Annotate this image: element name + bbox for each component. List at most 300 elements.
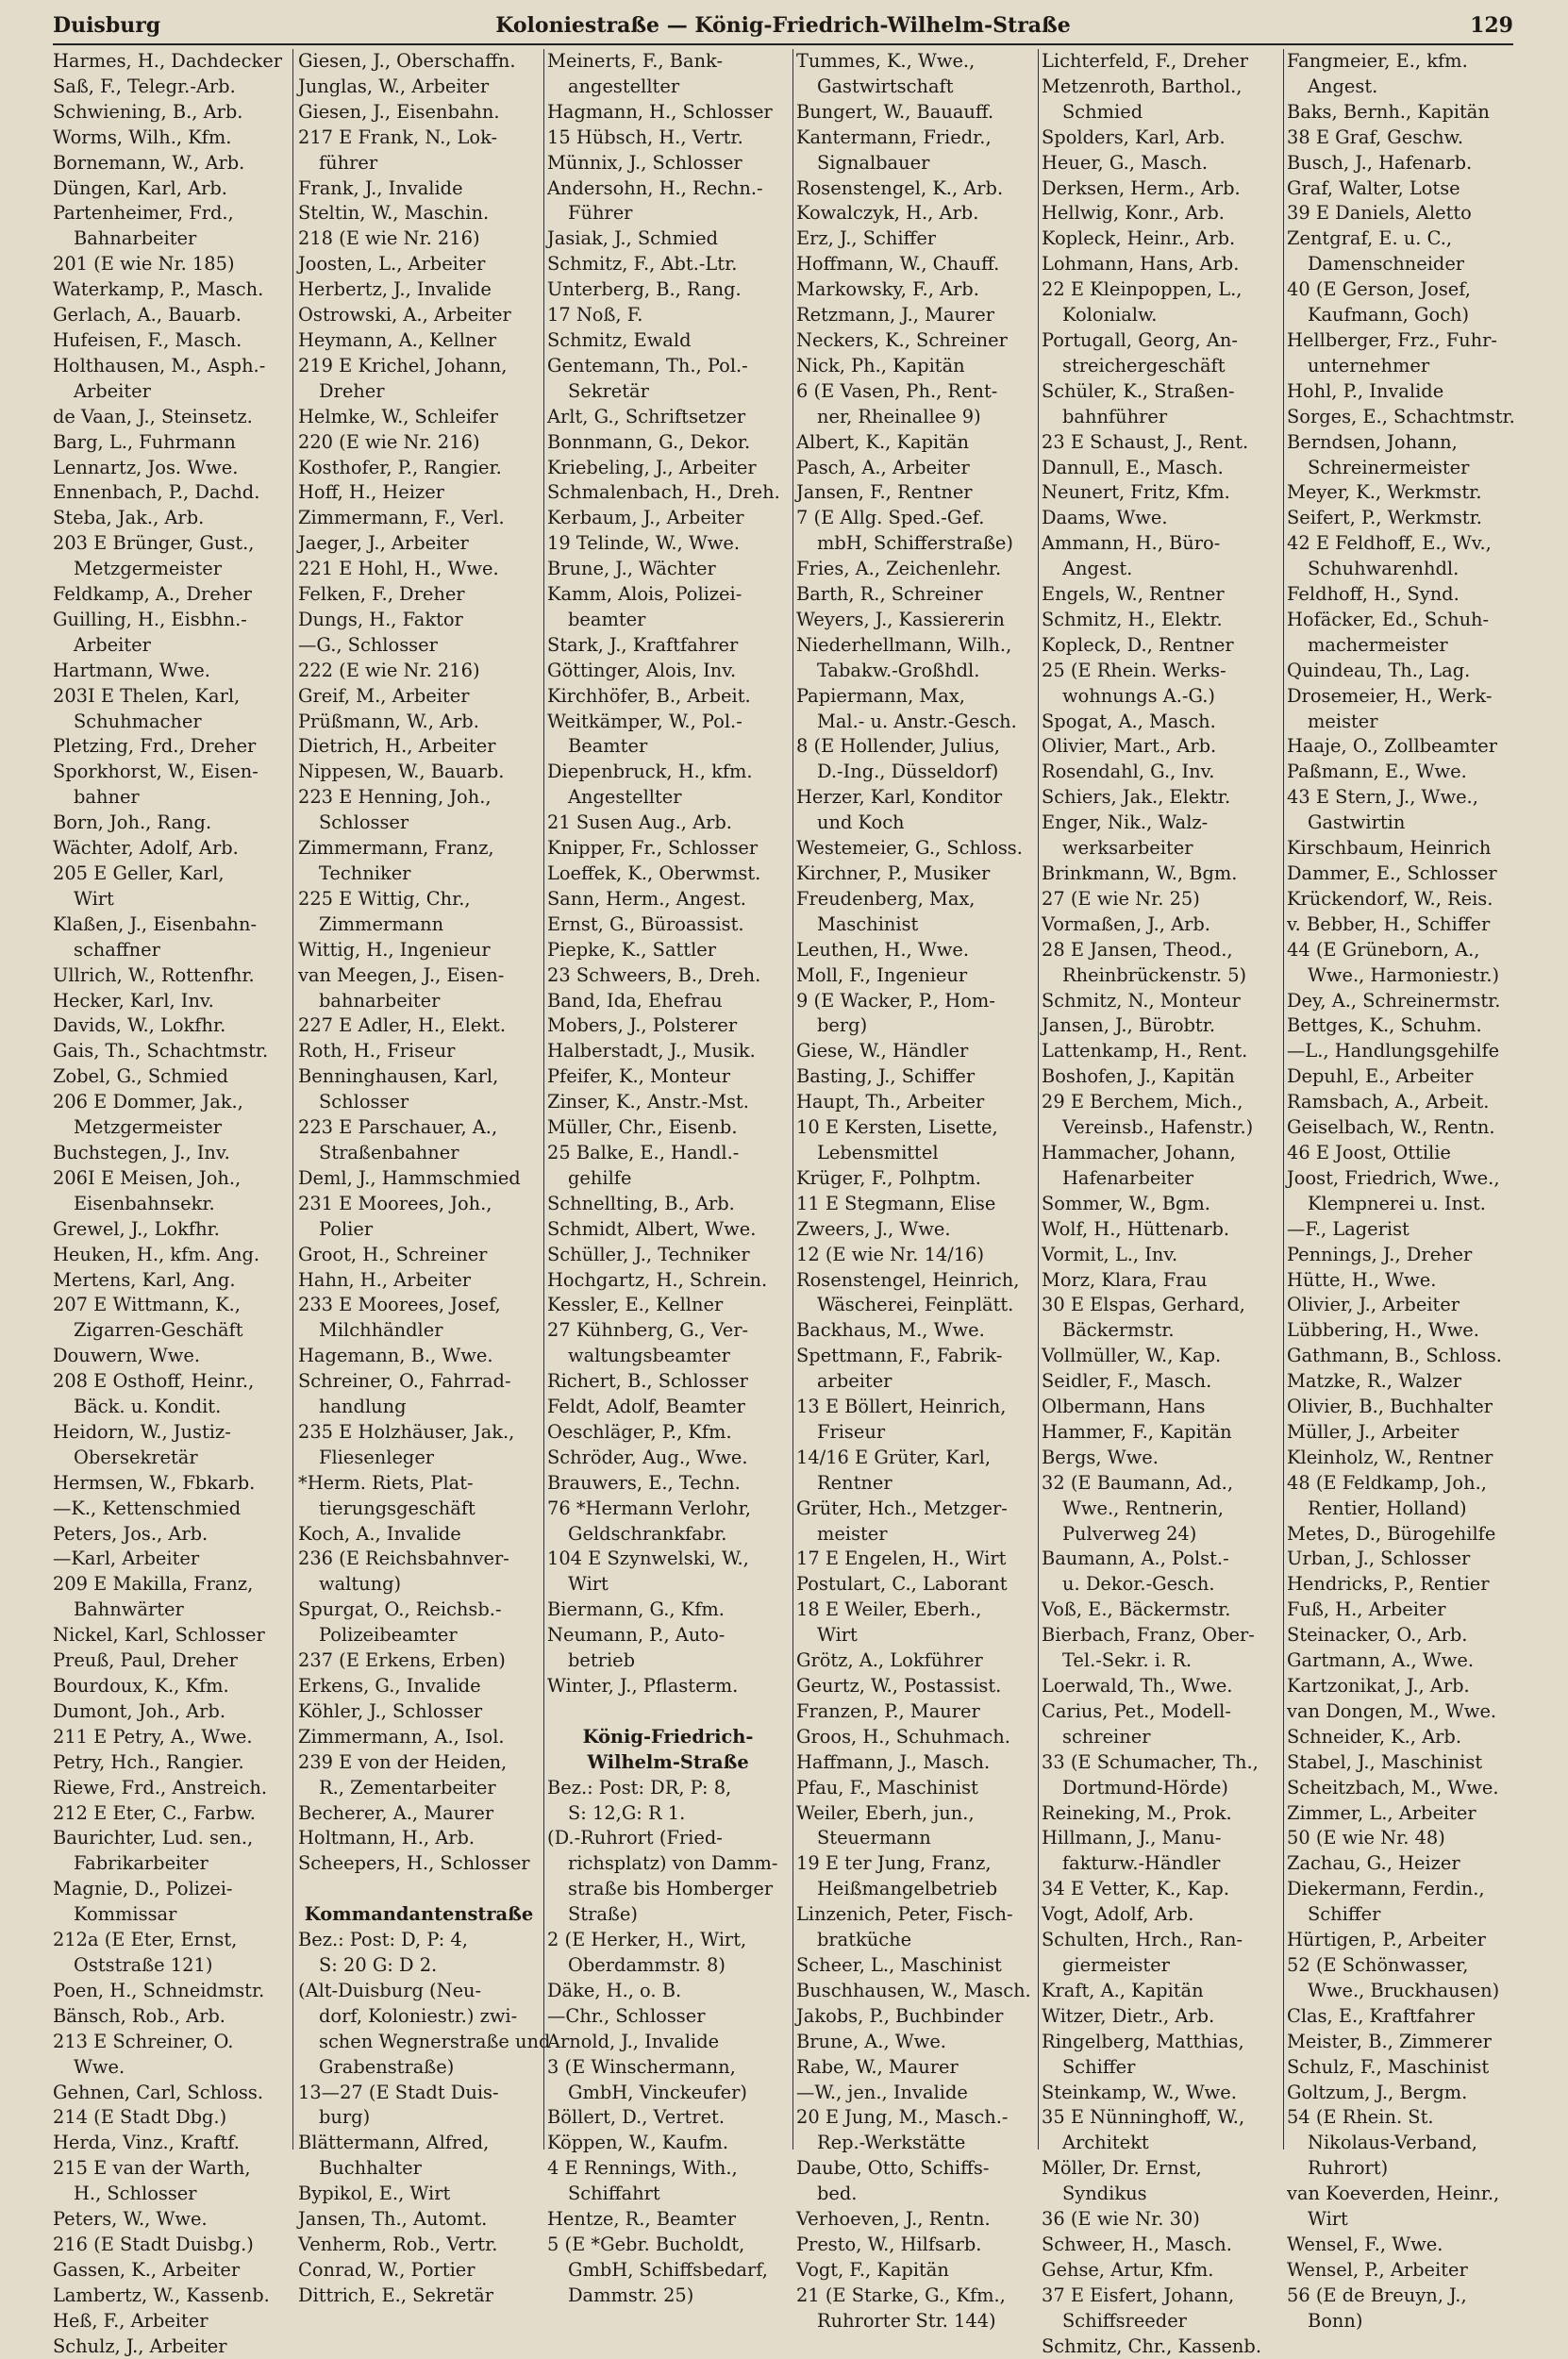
directory-entry: Hentze, R., Beamter	[547, 2208, 736, 2231]
street-heading: Wilhelm-Straße	[587, 1750, 749, 1773]
directory-entry: Petry, Hch., Rangier.	[53, 1750, 244, 1773]
entry-continuation: dorf, Koloniestr.) zwi-	[319, 2004, 518, 2027]
entry-continuation: Fliesenleger	[319, 1446, 435, 1468]
directory-entry: Hillmann, J., Manu-	[1042, 1827, 1222, 1849]
directory-entry: Weitkämper, W., Pol.-	[547, 710, 742, 732]
directory-entry: 212a (E Eter, Ernst,	[53, 1929, 238, 1951]
column-divider	[292, 49, 293, 2150]
directory-entry: 213 E Schreiner, O.	[53, 2030, 234, 2052]
directory-entry: Böllert, D., Vertret.	[547, 2106, 725, 2129]
directory-entry: 203I E Thelen, Karl,	[53, 684, 241, 707]
directory-entry: Peters, W., Wwe.	[53, 2208, 208, 2231]
directory-entry: Papiermann, Max,	[796, 684, 965, 707]
directory-entry: Bornemann, W., Arb.	[53, 151, 245, 174]
directory-entry: 10 E Kersten, Lisette,	[796, 1116, 998, 1139]
entry-continuation: Bäckermstr.	[1062, 1319, 1175, 1342]
directory-entry: Jansen, F., Rentner	[796, 481, 973, 504]
directory-entry: Andersohn, H., Rechn.-	[547, 176, 763, 199]
directory-entry: Erz, J., Schiffer	[796, 227, 937, 250]
directory-entry: Kessler, E., Kellner	[547, 1294, 724, 1316]
directory-entry: Poen, H., Schneidmstr.	[53, 1979, 265, 2001]
entry-continuation: Architekt	[1062, 2132, 1149, 2154]
directory-entry: Niederhellmann, Wilh.,	[796, 633, 1012, 656]
directory-entry: Presto, W., Hilfsarb.	[796, 2233, 982, 2255]
directory-entry: Hofäcker, Ed., Schuh-	[1287, 608, 1490, 630]
entry-continuation: waltungsbeamter	[568, 1345, 730, 1367]
entry-continuation: ner, Rheinallee 9)	[817, 405, 981, 427]
entry-continuation: Ruhrort)	[1308, 2157, 1389, 2180]
directory-entry: van Dongen, M., Wwe.	[1287, 1699, 1497, 1722]
directory-entry: Steinacker, O., Arb.	[1287, 1624, 1468, 1647]
directory-entry: van Meegen, J., Eisen-	[298, 963, 505, 986]
entry-continuation: Vereinsb., Hafenstr.)	[1062, 1116, 1254, 1139]
directory-entry: Linzenich, Peter, Fisch-	[796, 1903, 1013, 1926]
directory-entry: Metes, D., Bürogehilfe	[1287, 1522, 1496, 1545]
directory-entry: 33 (E Schumacher, Th.,	[1042, 1750, 1259, 1773]
directory-entry: —Karl, Arbeiter	[53, 1548, 200, 1570]
directory-entry: Postulart, C., Laborant	[796, 1573, 1008, 1596]
directory-entry: Reineking, M., Prok.	[1042, 1801, 1232, 1824]
directory-entry: Bergs, Wwe.	[1042, 1446, 1159, 1468]
directory-entry: Köhler, J., Schlosser	[298, 1699, 483, 1722]
entry-continuation: Dreher	[319, 379, 385, 402]
entry-continuation: Rep.-Werkstätte	[817, 2132, 966, 2154]
directory-entry: Pasch, A., Arbeiter	[796, 456, 970, 478]
directory-entry: 54 (E Rhein. St.	[1287, 2106, 1434, 2129]
directory-entry: Brinkmann, W., Bgm.	[1042, 862, 1238, 884]
directory-entry: Gentemann, Th., Pol.-	[547, 354, 748, 376]
directory-entry: Däke, H., o. B.	[547, 1979, 682, 2001]
directory-entry: Giesen, J., Eisenbahn.	[298, 100, 500, 123]
directory-entry: Tummes, K., Wwe.,	[796, 50, 976, 72]
column-2	[298, 49, 551, 2306]
directory-entry: Freudenberg, Max,	[796, 887, 976, 910]
street-heading: König-Friedrich-	[582, 1725, 754, 1748]
directory-entry: Holtmann, H., Arb.	[298, 1827, 475, 1849]
directory-entry: Baumann, A., Polst.-	[1042, 1548, 1229, 1570]
entry-continuation: GmbH, Vinckeufer)	[568, 2081, 747, 2103]
directory-entry: Grötz, A., Lokführer	[796, 1649, 983, 1672]
directory-entry: 227 E Adler, H., Elekt.	[298, 1014, 506, 1037]
directory-entry: Neumann, P., Auto-	[547, 1624, 726, 1647]
street-heading: Kommandantenstraße	[304, 1903, 534, 1926]
directory-entry: Engels, W., Rentner	[1042, 583, 1225, 606]
entry-continuation: Steuermann	[817, 1827, 931, 1849]
directory-entry: Arlt, G., Schriftsetzer	[547, 405, 746, 427]
directory-entry: Barth, R., Schreiner	[796, 583, 983, 606]
directory-entry: Schulz, F., Maschinist	[1287, 2055, 1490, 2078]
entry-continuation: S: 20 G: D 2.	[319, 1953, 438, 1976]
header-streets: Koloniestraße — König-Friedrich-Wilhelm-Straße	[495, 13, 1071, 38]
directory-entry: Müller, Chr., Eisenb.	[547, 1116, 738, 1139]
directory-entry: 27 Kühnberg, G., Ver-	[547, 1319, 749, 1342]
entry-continuation: beamter	[568, 608, 646, 630]
directory-entry: Dungs, H., Faktor	[298, 608, 463, 630]
directory-entry: Davids, W., Lokfhr.	[53, 1014, 226, 1037]
directory-entry: Basting, J., Schiffer	[796, 1065, 976, 1088]
directory-entry: 221 E Hohl, H., Wwe.	[298, 558, 499, 580]
directory-entry: —K., Kettenschmied	[53, 1497, 242, 1519]
directory-entry: 36 (E wie Nr. 30)	[1042, 2208, 1200, 2231]
directory-entry: 216 (E Stadt Duisbg.)	[53, 2233, 254, 2255]
directory-entry: Hochgartz, H., Schrein.	[547, 1268, 768, 1291]
directory-entry: 207 E Wittmann, K.,	[53, 1294, 241, 1316]
directory-entry: Diepenbruck, H., kfm.	[547, 761, 753, 783]
directory-entry: 219 E Krichel, Johann,	[298, 354, 508, 376]
directory-entry: Schmalenbach, H., Dreh.	[547, 481, 780, 504]
directory-entry: Schulz, J., Arbeiter	[53, 2334, 227, 2357]
directory-entry: 13—27 (E Stadt Duis-	[298, 2081, 499, 2103]
directory-entry: Nick, Ph., Kapitän	[796, 354, 965, 376]
directory-entry: Franzen, P., Maurer	[796, 1699, 980, 1722]
directory-entry: Scheepers, H., Schlosser	[298, 1852, 530, 1875]
entry-continuation: R., Zementarbeiter	[319, 1776, 496, 1799]
directory-entry: 30 E Elspas, Gerhard,	[1042, 1294, 1245, 1316]
directory-entry: Kartzonikat, J., Arb.	[1287, 1675, 1470, 1697]
directory-entry: Scheitzbach, M., Wwe.	[1287, 1776, 1499, 1799]
directory-entry: Drosemeier, H., Werk-	[1287, 684, 1493, 707]
directory-entry: Band, Ida, Ehefrau	[547, 989, 723, 1012]
entry-continuation: Bahnarbeiter	[74, 227, 197, 250]
directory-entry: Bettges, K., Schuhm.	[1287, 1014, 1482, 1037]
directory-entry: Deml, J., Hammschmied	[298, 1166, 521, 1189]
entry-continuation: Schiffsreeder	[1062, 2309, 1187, 2332]
directory-entry: Gehse, Artur, Kfm.	[1042, 2258, 1214, 2281]
directory-entry: Spettmann, F., Fabrik-	[796, 1345, 1003, 1367]
directory-entry: Steba, Jak., Arb.	[53, 507, 205, 529]
directory-entry: Fries, A., Zeichenlehr.	[796, 558, 1002, 580]
entry-continuation: Schiffahrt	[568, 2183, 660, 2205]
directory-entry: 42 E Feldhoff, E., Wv.,	[1287, 532, 1492, 555]
directory-entry: Preuß, Paul, Dreher	[53, 1649, 238, 1672]
directory-entry: Felken, F., Dreher	[298, 583, 465, 606]
directory-entry: Steltin, W., Maschin.	[298, 202, 490, 225]
directory-entry: Lattenkamp, H., Rent.	[1042, 1040, 1248, 1062]
directory-entry: Hürtigen, P., Arbeiter	[1287, 1929, 1486, 1951]
directory-entry: 206 E Dommer, Jak.,	[53, 1091, 243, 1113]
directory-entry: 17 E Engelen, H., Wirt	[796, 1548, 1007, 1570]
directory-entry: Olivier, J., Arbeiter	[1287, 1294, 1460, 1316]
directory-entry: Zweers, J., Wwe.	[796, 1217, 951, 1240]
directory-entry: Fangmeier, E., kfm.	[1287, 50, 1468, 72]
directory-entry: Baurichter, Lud. sen.,	[53, 1827, 254, 1849]
directory-entry: Bourdoux, K., Kfm.	[53, 1675, 229, 1697]
directory-entry: Kerbaum, J., Arbeiter	[547, 507, 744, 529]
directory-entry: Sommer, W., Bgm.	[1042, 1192, 1210, 1214]
entry-continuation: Gastwirtin	[1308, 811, 1406, 834]
entry-continuation: Dammstr. 25)	[568, 2284, 694, 2306]
directory-entry: Schwiening, B., Arb.	[53, 100, 243, 123]
directory-entry: Dittrich, E., Sekretär	[298, 2284, 494, 2306]
directory-entry: Spurgat, O., Reichsb.-	[298, 1598, 502, 1621]
directory-entry: Zobel, G., Schmied	[53, 1065, 228, 1088]
entry-continuation: Heißmangelbetrieb	[817, 1878, 998, 1900]
entry-continuation: Schiffer	[1062, 2055, 1136, 2078]
directory-entry: Hagmann, H., Schlosser	[547, 100, 773, 123]
entry-continuation: Polizeibeamter	[319, 1624, 458, 1647]
directory-entry: 23 E Schaust, J., Rent.	[1042, 430, 1249, 453]
directory-entry: Heymann, A., Kellner	[298, 328, 497, 351]
directory-entry: Greif, M., Arbeiter	[298, 684, 470, 707]
directory-entry: Hendricks, P., Rentier	[1287, 1573, 1490, 1596]
entry-continuation: Beamter	[568, 735, 648, 758]
directory-entry: Hellwig, Konr., Arb.	[1042, 202, 1225, 225]
directory-entry: Heß, F., Arbeiter	[53, 2309, 209, 2332]
directory-entry: Giese, W., Händler	[796, 1040, 969, 1062]
directory-entry: Ringelberg, Matthias,	[1042, 2030, 1244, 2052]
directory-entry: 208 E Osthoff, Heinr.,	[53, 1370, 255, 1393]
directory-entry: Olbermann, Hans	[1042, 1396, 1206, 1418]
directory-entry: Morz, Klara, Frau	[1042, 1268, 1208, 1291]
directory-entry: Hoff, H., Heizer	[298, 481, 444, 504]
directory-entry: 9 (E Wacker, P., Hom-	[796, 989, 995, 1012]
directory-entry: Hagemann, B., Wwe.	[298, 1345, 493, 1367]
directory-entry: Boshofen, J., Kapitän	[1042, 1065, 1235, 1088]
entry-continuation: Wwe., Bruckhausen)	[1308, 1979, 1500, 2001]
directory-entry: Feldkamp, A., Dreher	[53, 583, 252, 606]
directory-entry: Helmke, W., Schleifer	[298, 405, 498, 427]
directory-entry: Hecker, Karl, Inv.	[53, 989, 214, 1012]
entry-continuation: Ruhrorter Str. 144)	[817, 2309, 996, 2332]
directory-entry: 218 (E wie Nr. 216)	[298, 227, 480, 250]
entry-continuation: schreiner	[1062, 1725, 1151, 1748]
directory-entry: Stabel, J., Maschinist	[1287, 1750, 1483, 1773]
directory-entry: 25 Balke, E., Handl.-	[547, 1141, 740, 1163]
directory-entry: Quindeau, Th., Lag.	[1287, 659, 1471, 681]
directory-entry: Kantermann, Friedr.,	[796, 125, 992, 148]
directory-entry: Depuhl, E., Arbeiter	[1287, 1065, 1474, 1088]
directory-entry: Schmidt, Albert, Wwe.	[547, 1217, 757, 1240]
directory-entry: Jasiak, J., Schmied	[547, 227, 718, 250]
directory-entry: 5 (E *Gebr. Bucholdt,	[547, 2233, 745, 2255]
directory-entry: Hohl, P., Invalide	[1287, 379, 1444, 402]
entry-continuation: Schlosser	[319, 1091, 409, 1113]
directory-entry: 19 Telinde, W., Wwe.	[547, 532, 741, 555]
column-divider	[1283, 49, 1284, 2150]
directory-entry: Lübbering, H., Wwe.	[1287, 1319, 1479, 1342]
directory-entry: 23 Schweers, B., Dreh.	[547, 963, 761, 986]
directory-entry: Ennenbach, P., Dachd.	[53, 481, 260, 504]
directory-entry: Mertens, Karl, Ang.	[53, 1268, 236, 1291]
directory-entry: 17 Noß, F.	[547, 304, 643, 326]
entry-continuation: Grabenstraße)	[319, 2055, 455, 2078]
entry-continuation: Schiffer	[1308, 1903, 1381, 1926]
column-1	[53, 49, 289, 2357]
directory-entry: —W., jen., Invalide	[796, 2081, 968, 2103]
entry-continuation: bed.	[817, 2183, 858, 2205]
directory-entry: Loerwald, Th., Wwe.	[1042, 1675, 1233, 1697]
directory-entry: Gassen, K., Arbeiter	[53, 2258, 241, 2281]
entry-continuation: berg)	[817, 1014, 868, 1037]
column-3	[547, 49, 789, 2306]
entry-continuation: Bahnwärter	[74, 1598, 184, 1621]
entry-continuation: gehilfe	[568, 1166, 632, 1189]
page-header	[53, 11, 1513, 43]
directory-entry: Mobers, J., Polsterer	[547, 1014, 738, 1037]
directory-entry: Waterkamp, P., Masch.	[53, 278, 264, 301]
directory-entry: Guilling, H., Eisbhn.-	[53, 608, 247, 630]
directory-entry: Kosthofer, P., Rangier.	[298, 456, 502, 478]
directory-entry: 3 (E Winschermann,	[547, 2055, 736, 2078]
entry-continuation: meister	[817, 1522, 888, 1545]
directory-entry: —Chr., Schlosser	[547, 2004, 706, 2027]
directory-entry: Brune, J., Wächter	[547, 558, 716, 580]
entry-continuation: streichergeschäft	[1062, 354, 1226, 376]
entry-continuation: führer	[319, 151, 378, 174]
entry-continuation: D.-Ing., Düsseldorf)	[817, 761, 999, 783]
directory-entry: 217 E Frank, N., Lok-	[298, 125, 498, 148]
directory-entry: Lichterfeld, F., Dreher	[1042, 50, 1249, 72]
directory-entry: Conrad, W., Portier	[298, 2258, 475, 2281]
directory-entry: Kamm, Alois, Polizei-	[547, 583, 742, 606]
directory-entry: Dietrich, H., Arbeiter	[298, 735, 496, 758]
entry-continuation: machermeister	[1308, 633, 1448, 656]
entry-continuation: Straße)	[568, 1903, 638, 1926]
entry-continuation: fakturw.-Händler	[1062, 1852, 1221, 1875]
entry-continuation: Buchhalter	[319, 2157, 422, 2180]
directory-entry: Jansen, J., Bürobtr.	[1042, 1014, 1216, 1037]
directory-entry: 11 E Stegmann, Elise	[796, 1192, 996, 1214]
directory-entry: Heidorn, W., Justiz-	[53, 1420, 231, 1443]
directory-entry: Schmitz, F., Abt.-Ltr.	[547, 253, 738, 276]
entry-continuation: straße bis Homberger	[568, 1878, 774, 1900]
entry-continuation: schaffner	[74, 938, 160, 961]
directory-entry: 206I E Meisen, Joh.,	[53, 1166, 242, 1189]
directory-entry: Markowsky, F., Arb.	[796, 278, 979, 301]
directory-entry: de Vaan, J., Steinsetz.	[53, 405, 253, 427]
directory-entry: Pfau, F., Maschinist	[796, 1776, 978, 1799]
entry-continuation: GmbH, Schiffsbedarf,	[568, 2258, 768, 2281]
entry-continuation: Friseur	[817, 1420, 886, 1443]
directory-entry: Worms, Wilh., Kfm.	[53, 125, 232, 148]
entry-continuation: Lebensmittel	[817, 1141, 939, 1163]
directory-entry: Möller, Dr. Ernst,	[1042, 2157, 1202, 2180]
entry-continuation: Damenschneider	[1308, 253, 1465, 276]
directory-entry: Douwern, Wwe.	[53, 1345, 201, 1367]
directory-entry: Heuer, G., Masch.	[1042, 151, 1208, 174]
directory-entry: Nippesen, W., Bauarb.	[298, 761, 505, 783]
directory-entry: Zimmer, L., Arbeiter	[1287, 1801, 1476, 1824]
directory-entry: 236 (E Reichsbahnver-	[298, 1548, 509, 1570]
entry-continuation: Schlosser	[319, 811, 409, 834]
entry-continuation: Techniker	[319, 862, 411, 884]
directory-entry: Benninghausen, Karl,	[298, 1065, 499, 1088]
entry-continuation: u. Dekor.-Gesch.	[1062, 1573, 1215, 1596]
directory-entry: Prüßmann, W., Arb.	[298, 710, 479, 732]
directory-entry: Bez.: Post: DR, P: 8,	[547, 1776, 732, 1799]
entry-continuation: Kaufmann, Goch)	[1308, 304, 1470, 326]
directory-entry: Spolders, Karl, Arb.	[1042, 125, 1226, 148]
directory-entry: Lennartz, Jos. Wwe.	[53, 456, 239, 478]
directory-entry: Knipper, Fr., Schlosser	[547, 837, 759, 860]
directory-entry: 203 E Brünger, Gust.,	[53, 532, 255, 555]
directory-entry: Buschhausen, W., Masch.	[796, 1979, 1031, 2001]
directory-entry: Groot, H., Schreiner	[298, 1243, 488, 1265]
header-city: Duisburg	[53, 13, 161, 38]
directory-entry: Ramsbach, A., Arbeit.	[1287, 1091, 1490, 1113]
entry-continuation: Angestellter	[568, 786, 682, 809]
directory-entry: (D.-Ruhrort (Fried-	[547, 1827, 723, 1849]
directory-entry: Hermsen, W., Fbkarb.	[53, 1471, 256, 1494]
column-6	[1287, 49, 1515, 2332]
directory-entry: Westemeier, G., Schloss.	[796, 837, 1023, 860]
directory-entry: 205 E Geller, Karl,	[53, 862, 225, 884]
directory-entry: Feldt, Adolf, Beamter	[547, 1396, 745, 1418]
directory-entry: 201 (E wie Nr. 185)	[53, 253, 235, 276]
directory-entry: Vogt, F., Kapitän	[796, 2258, 949, 2281]
entry-continuation: Schreinermeister	[1308, 456, 1470, 478]
directory-entry: Schnellting, B., Arb.	[547, 1192, 735, 1214]
directory-entry: Kopleck, Heinr., Arb.	[1042, 227, 1236, 250]
directory-entry: Dey, A., Schreinermstr.	[1287, 989, 1501, 1012]
directory-entry: Jakobs, P., Buchbinder	[796, 2004, 1004, 2027]
column-divider	[1038, 49, 1039, 2150]
directory-entry: 28 E Jansen, Theod.,	[1042, 938, 1233, 961]
directory-entry: Krüger, F., Polhptm.	[796, 1166, 981, 1189]
directory-entry: 38 E Graf, Geschw.	[1287, 125, 1464, 148]
directory-entry: Bez.: Post: D, P: 4,	[298, 1929, 468, 1951]
directory-entry: Pfeifer, K., Monteur	[547, 1065, 731, 1088]
directory-entry: 231 E Moorees, Joh.,	[298, 1192, 492, 1214]
entry-continuation: tierungsgeschäft	[319, 1497, 475, 1519]
entry-continuation: Wirt	[568, 1573, 609, 1596]
directory-entry: Wensel, F., Wwe.	[1287, 2233, 1443, 2255]
entry-continuation: angestellter	[568, 75, 680, 97]
directory-entry: Moll, F., Ingenieur	[796, 963, 968, 986]
directory-entry: 6 (E Vasen, Ph., Rent-	[796, 379, 998, 402]
entry-continuation: bahnarbeiter	[319, 989, 441, 1012]
entry-continuation: werksarbeiter	[1062, 837, 1193, 860]
entry-continuation: Obersekretär	[74, 1446, 198, 1468]
directory-entry: Vormit, L., Inv.	[1042, 1243, 1178, 1265]
directory-entry: Hammer, F., Kapitän	[1042, 1420, 1232, 1443]
directory-entry: Backhaus, M., Wwe.	[796, 1319, 985, 1342]
directory-entry: 2 (E Herker, H., Wirt,	[547, 1929, 747, 1951]
directory-entry: Jansen, Th., Automt.	[298, 2208, 488, 2231]
directory-entry: Kleinholz, W., Rentner	[1287, 1446, 1493, 1468]
directory-entry: Saß, F., Telegr.-Arb.	[53, 75, 236, 97]
directory-entry: Berndsen, Johann,	[1287, 430, 1458, 453]
directory-entry: Enger, Nik., Walz-	[1042, 811, 1209, 834]
directory-entry: Witzer, Dietr., Arb.	[1042, 2004, 1215, 2027]
entry-continuation: Wwe.	[74, 2055, 125, 2078]
directory-entry: 35 E Nünninghoff, W.,	[1042, 2106, 1245, 2129]
directory-entry: Grüter, Hch., Metzger-	[796, 1497, 1008, 1519]
column-4	[796, 49, 1034, 2332]
directory-entry: 52 (E Schönwasser,	[1287, 1953, 1469, 1976]
directory-entry: Kriebeling, J., Arbeiter	[547, 456, 757, 478]
entry-continuation: arbeiter	[817, 1370, 892, 1393]
entry-continuation: Polier	[319, 1217, 374, 1240]
directory-entry: Leuthen, H., Wwe.	[796, 938, 969, 961]
directory-entry: 50 (E wie Nr. 48)	[1287, 1827, 1445, 1849]
directory-entry: Goltzum, J., Bergm.	[1287, 2081, 1468, 2103]
directory-entry: Hammacher, Johann,	[1042, 1141, 1236, 1163]
directory-entry: Hahn, H., Arbeiter	[298, 1268, 472, 1291]
directory-entry: Lohmann, Hans, Arb.	[1042, 253, 1240, 276]
directory-entry: Dannull, E., Masch.	[1042, 456, 1224, 478]
entry-continuation: Klempnerei u. Inst.	[1308, 1192, 1486, 1214]
entry-continuation: Schuhmacher	[74, 710, 202, 732]
directory-entry: Hoffmann, W., Chauff.	[796, 253, 1000, 276]
entry-continuation: Maschinist	[817, 912, 919, 935]
directory-entry: Hellberger, Frz., Fuhr-	[1287, 328, 1497, 351]
directory-entry: Hartmann, Wwe.	[53, 659, 210, 681]
directory-entry: Ammann, H., Büro-	[1042, 532, 1221, 555]
directory-entry: Herda, Vinz., Kraftf.	[53, 2132, 240, 2154]
directory-entry: 215 E van der Warth,	[53, 2157, 251, 2180]
directory-entry: Joost, Friedrich, Wwe.,	[1287, 1166, 1500, 1189]
